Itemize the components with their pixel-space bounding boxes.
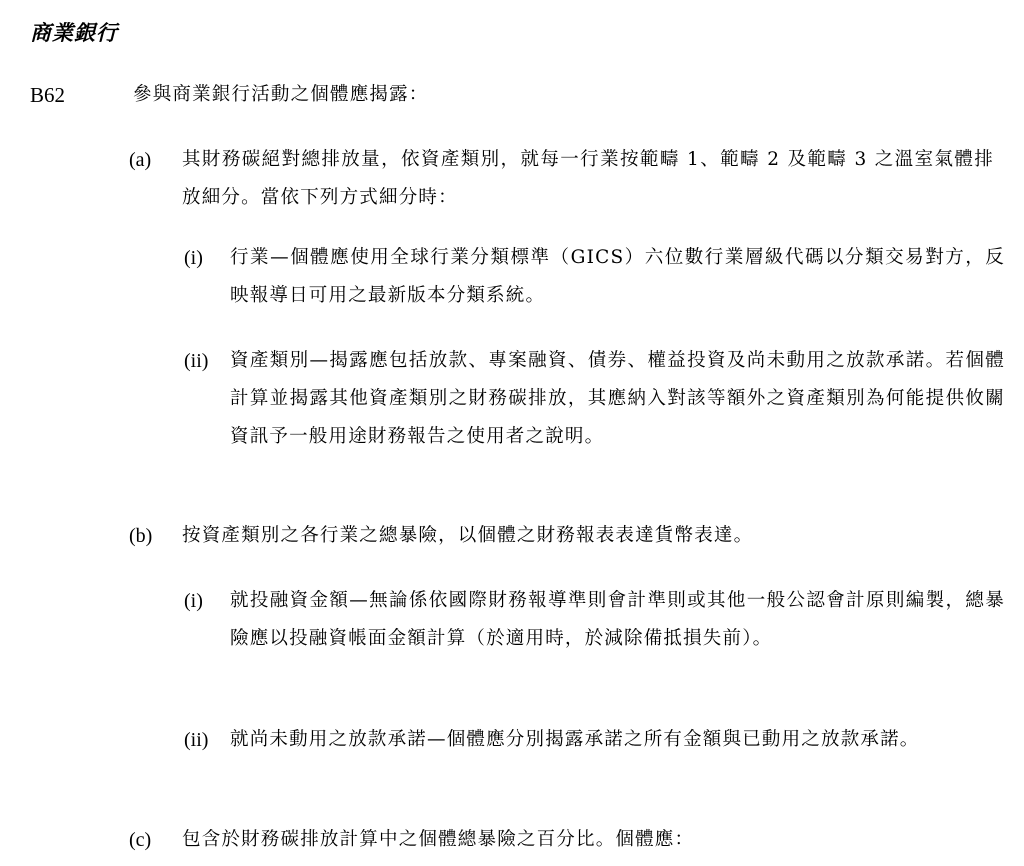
item-b-marker: (b) (129, 525, 153, 547)
item-b-text: 按資產類別之各行業之總暴險，以個體之財務報表表達貨幣表達。 (182, 525, 754, 546)
item-a-ii-marker: (ii) (184, 350, 209, 372)
item-a-marker: (a) (129, 149, 152, 171)
item-b-i-marker: (i) (184, 590, 203, 612)
item-c-text: 包含於財務碳排放計算中之個體總暴險之百分比。個體應： (182, 829, 695, 850)
item-a-i-text: 行業—個體應使用全球行業分類標準（GICS）六位數行業層級代碼以分類交易對方，反映報導日可用之最新版本分類系統。 (230, 247, 1005, 306)
item-a-i-marker: (i) (184, 247, 203, 269)
item-b-i-text: 就投融資金額—無論係依國際財務報導準則會計準則或其他一般公認會計原則編製，總暴險應以投融資帳面金額計算（於適用時，於減除備抵損失前）。 (230, 590, 1005, 649)
item-c-marker: (c) (129, 829, 152, 851)
item-a-text: 其財務碳絕對總排放量，依資產類別，就每一行業按範疇 1、範疇 2 及範疇 3 之溫室氣體排放細分。當依下列方式細分時： (182, 149, 994, 208)
item-a-ii-text: 資產類別—揭露應包括放款、專案融資、債券、權益投資及尚未動用之放款承諾。若個體計算並揭露其他資產類別之財務碳排放，其應納入對該等額外之資產類別為何能提供攸關資訊予一般用途財務報告之使用者之說明。 (230, 350, 1005, 447)
item-b-ii-marker: (ii) (184, 729, 209, 751)
item-b-ii-text: 就尚未動用之放款承諾—個體應分別揭露承諾之所有金額與已動用之放款承諾。 (230, 729, 920, 750)
paragraph-intro: 參與商業銀行活動之個體應揭露： (133, 84, 429, 105)
section-heading: 商業銀行 (30, 20, 118, 45)
paragraph-number: B62 (30, 83, 66, 107)
